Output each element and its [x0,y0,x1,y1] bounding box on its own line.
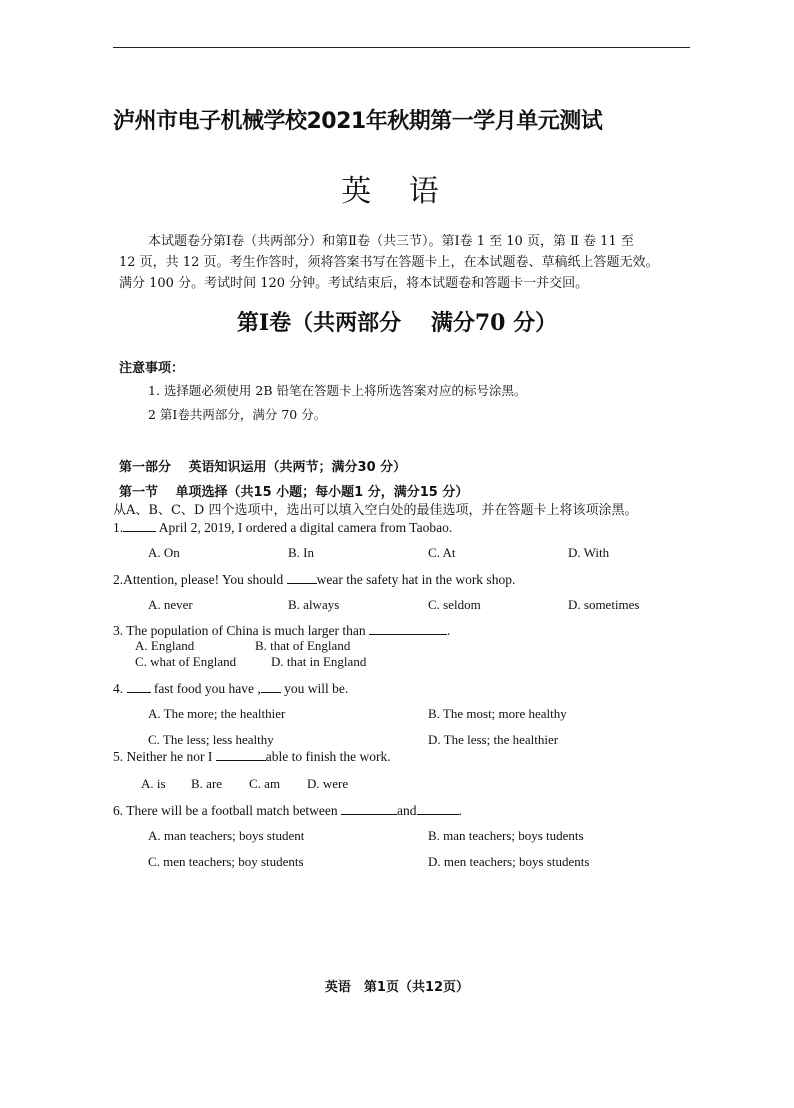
question-number: 4. [113,681,127,696]
option: D. that in England [271,654,367,669]
notice-heading: 注意事项： [119,361,185,376]
question-text: 5. Neither he nor I [113,749,216,764]
option: C. what of England [135,654,237,669]
answer-blank [369,622,447,635]
answer-blank [341,802,397,815]
option: A. On [148,545,180,560]
question-text: you will be. [280,681,349,696]
option: C. The less; less healthy [148,732,274,747]
option: C. men teachers; boy students [148,854,304,869]
volume-one-title: 第Ⅰ卷（共两部分 满分70 分） [236,310,558,336]
option: D. With [568,545,610,560]
question-text: April 2, 2019, I ordered a digital camera from Taobao. [156,520,453,535]
option: B. are [191,776,223,791]
question-text: 2.Attention, please! You should [113,572,287,587]
option: D. were [307,776,349,791]
option: B. that of England [255,638,351,653]
answer-blank [123,519,156,532]
instruction-text: 从A、B、C、D 四个选项中，选出可以填入空白处的最佳选项，并在答题卡上将该项涂黑。 [113,503,638,518]
option: D. men teachers; boys students [428,854,590,869]
question-number: 1. [113,520,124,535]
notice-item-1: 1. 选择题必须使用 2B 铅笔在答题卡上将所选答案对应的标号涂黑。 [148,383,527,398]
option: B. In [288,545,314,560]
option: A. England [135,638,195,653]
answer-blank [287,571,317,584]
option: C. At [428,545,456,560]
section-one-heading: 第一节 单项选择（共15 小题；每小题1 分，满分15 分） [119,485,469,500]
part-one-heading: 第一部分 英语知识运用（共两节；满分30 分） [119,460,407,475]
answer-blank [417,802,459,815]
intro-line-3: 满分 100 分。考试时间 120 分钟。考试结束后，将本试题卷和答题卡一并交回。 [119,276,589,291]
option: B. The most; more healthy [428,706,567,721]
question-text: able to finish the work. [265,749,391,764]
question-text: . [446,623,451,638]
question-text: wear the safety hat in the work shop. [316,572,516,587]
question-text: fast food you have , [150,681,261,696]
page-footer: 英语 第1页（共12页） [324,980,470,995]
intro-line-1: 本试题卷分第Ⅰ卷（共两部分）和第Ⅱ卷（共三节）。第Ⅰ卷 1 至 10 页，第 Ⅱ 卷 11 至 [148,234,634,249]
answer-blank [127,680,151,693]
option: B. man teachers; boys tudents [428,828,584,843]
question-4 [113,680,348,697]
question-text: 3. The population of China is much larger than [113,623,369,638]
question-6 [113,802,462,819]
option: A. man teachers; boys student [148,828,305,843]
option: D. sometimes [568,597,640,612]
option: A. never [148,597,193,612]
header-rule [113,47,690,48]
question-text: . [458,803,462,818]
question-2 [113,571,515,588]
question-5 [113,748,391,765]
subject-title: 英 语 [341,174,453,209]
option: A. is [141,776,166,791]
option: D. The less; the healthier [428,732,559,747]
option: C. am [249,776,281,791]
intro-line-2: 12 页，共 12 页。考生作答时，须将答案书写在答题卡上，在本试题卷、草稿纸上答题无效。 [119,255,659,270]
answer-blank [216,748,266,761]
exam-title: 泸州市电子机械学校2021年秋期第一学月单元测试 [113,109,603,134]
question-3 [113,622,450,639]
question-text: and [397,803,417,818]
question-text: 6. There will be a football match between [113,803,342,818]
option: C. seldom [428,597,481,612]
question-1 [113,519,452,536]
answer-blank [261,680,281,693]
option: A. The more; the healthier [148,706,286,721]
notice-item-2: 2 第Ⅰ卷共两部分，满分 70 分。 [148,407,327,422]
option: B. always [288,597,340,612]
